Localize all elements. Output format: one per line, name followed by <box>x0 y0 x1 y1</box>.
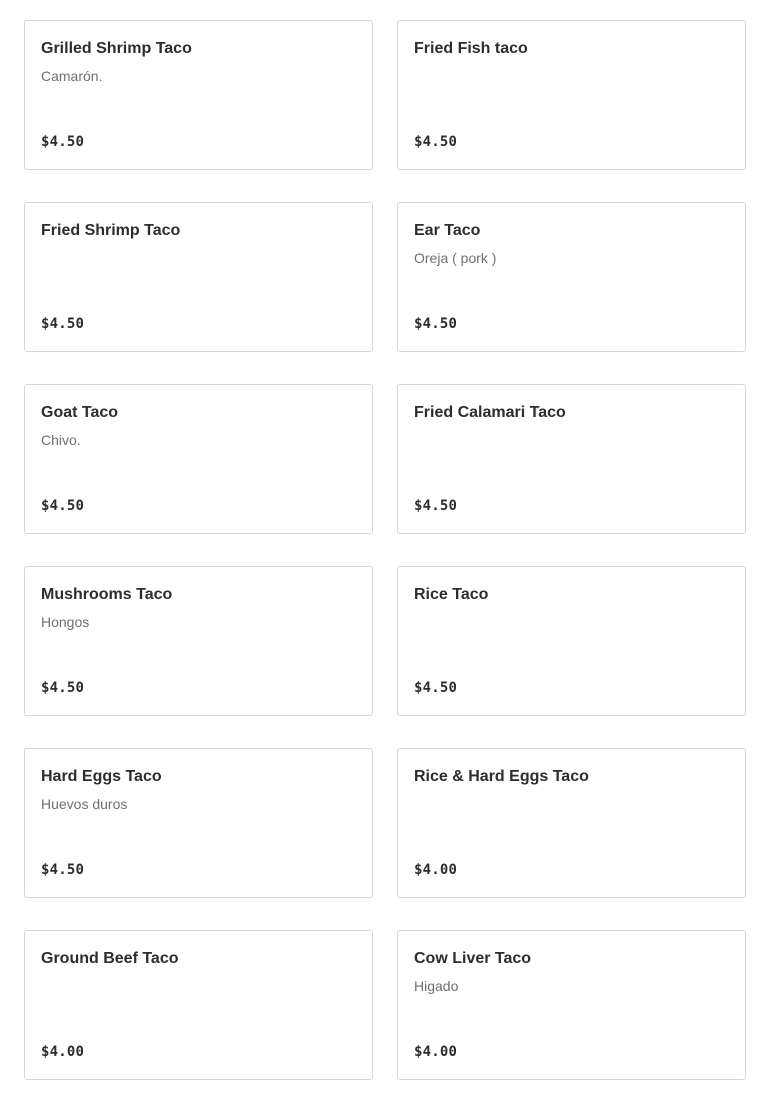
menu-item-description: Hongos <box>41 614 90 630</box>
menu-item-card[interactable] <box>24 748 373 898</box>
menu-item-price: $4.50 <box>414 316 458 332</box>
menu-item-description: Oreja ( pork ) <box>414 250 497 266</box>
menu-item-card[interactable] <box>24 20 373 170</box>
menu-item-price: $4.50 <box>41 134 85 150</box>
menu-item-price: $4.50 <box>414 134 458 150</box>
menu-item-name: Rice Taco <box>414 586 489 603</box>
menu-item-price: $4.50 <box>41 316 85 332</box>
menu-item-description: Camarón. <box>41 68 103 84</box>
menu-item-card[interactable] <box>24 566 373 716</box>
menu-item-name: Ground Beef Taco <box>41 950 179 967</box>
menu-item-name: Fried Calamari Taco <box>414 404 566 421</box>
menu-item-card[interactable] <box>397 20 746 170</box>
menu-item-card[interactable] <box>397 566 746 716</box>
menu-item-name: Fried Fish taco <box>414 40 528 57</box>
menu-item-card[interactable] <box>397 748 746 898</box>
menu-item-price: $4.50 <box>41 862 85 878</box>
menu-item-name: Goat Taco <box>41 404 119 421</box>
menu-item-card[interactable] <box>397 384 746 534</box>
menu-item-price: $4.00 <box>414 1044 458 1060</box>
menu-item-description: Higado <box>414 978 459 994</box>
menu-item-price: $4.50 <box>414 498 458 514</box>
menu-item-description: Huevos duros <box>41 796 128 812</box>
menu-item-name: Rice & Hard Eggs Taco <box>414 768 589 785</box>
menu-item-name: Cow Liver Taco <box>414 950 532 967</box>
menu-item-card[interactable] <box>24 930 373 1080</box>
menu-item-card[interactable] <box>24 202 373 352</box>
menu-item-name: Fried Shrimp Taco <box>41 222 181 239</box>
menu-item-card[interactable] <box>24 384 373 534</box>
menu-item-name: Hard Eggs Taco <box>41 768 162 785</box>
menu-item-price: $4.50 <box>41 498 85 514</box>
menu-item-price: $4.00 <box>414 862 458 878</box>
menu-item-name: Ear Taco <box>414 222 481 239</box>
menu-item-price: $4.50 <box>41 680 85 696</box>
menu-item-card[interactable] <box>397 202 746 352</box>
menu-item-description: Chivo. <box>41 432 81 448</box>
menu-item-name: Grilled Shrimp Taco <box>41 40 192 57</box>
menu-item-price: $4.00 <box>41 1044 85 1060</box>
menu-item-price: $4.50 <box>414 680 458 696</box>
menu-item-name: Mushrooms Taco <box>41 586 173 603</box>
menu-item-card[interactable] <box>397 930 746 1080</box>
